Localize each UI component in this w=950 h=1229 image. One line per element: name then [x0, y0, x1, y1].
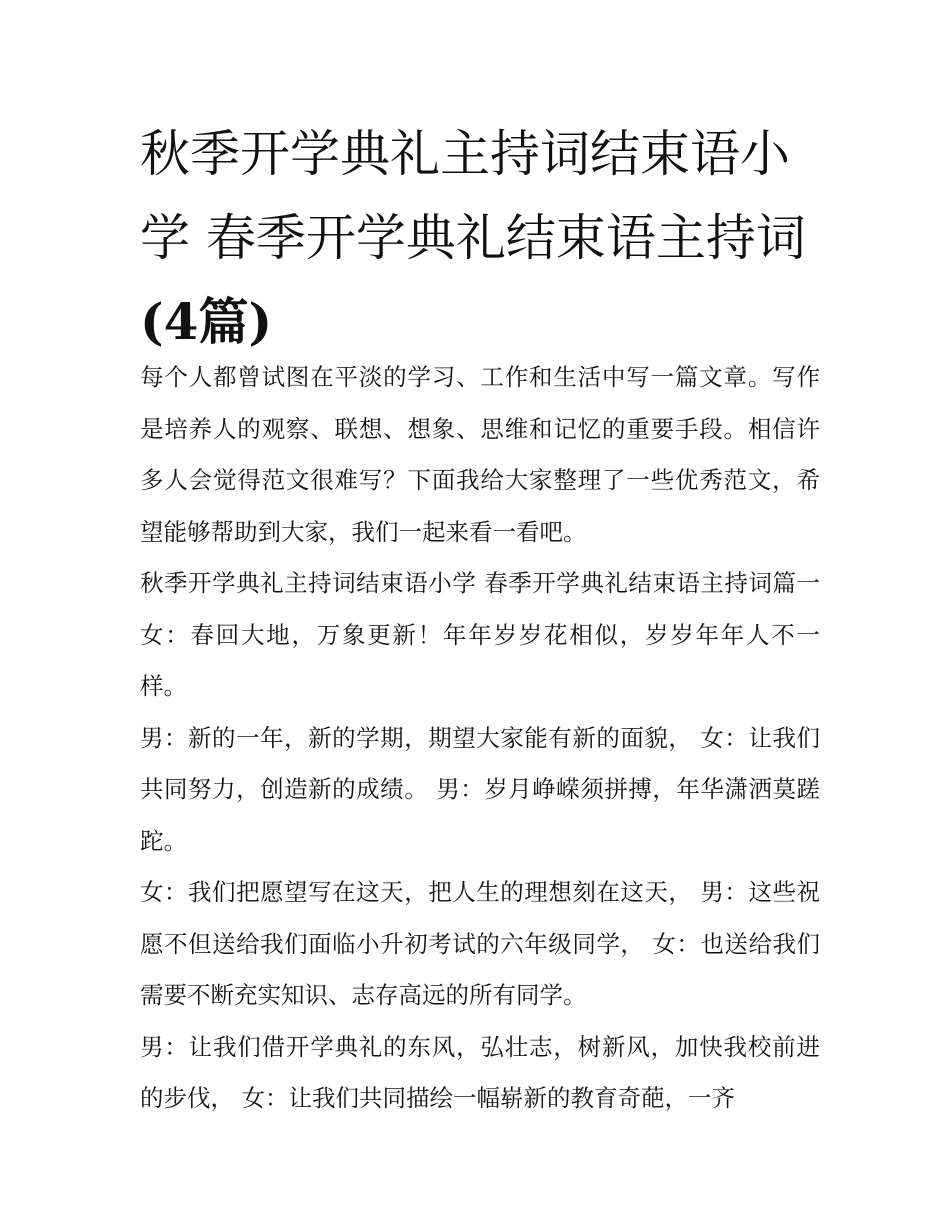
title-text: 秋季开学典礼主持词结束语小学 春季开学典礼结束语主持词	[140, 125, 806, 267]
document-body	[140, 352, 820, 1125]
body-paragraph: 女：我们把愿望写在这天，把人生的理想刻在这天， 男：这些祝愿不但送给我们面临小升初考试的六年级同学， 女：也送给我们需要不断充实知识、志存高远的所有同学。	[140, 878, 820, 1009]
title-count: (4篇)	[140, 292, 273, 351]
body-paragraph: 男：新的一年，新的学期，期望大家能有新的面貌， 女：让我们共同努力，创造新的成绩。 男：岁月峥嵘须拼搏，年华潇洒莫蹉跎。	[140, 723, 820, 855]
document-title	[140, 112, 820, 364]
body-paragraph: 男：让我们借开学典礼的东风，弘壮志，树新风，加快我校前进的步伐， 女：让我们共同描绘一幅崭新的教育奇葩，一齐	[140, 1032, 820, 1112]
intro-paragraph: 每个人都曾试图在平淡的学习、工作和生活中写一篇文章。写作是培养人的观察、联想、想象、思维和记忆的重要手段。相信许多人会觉得范文很难写？下面我给大家整理了一些优秀范文，希望能够帮助到大家，我们一起来看一看吧。	[140, 363, 820, 546]
body-paragraph: 秋季开学典礼主持词结束语小学 春季开学典礼结束语主持词篇一 女：春回大地，万象更新！年年岁岁花相似，岁岁年年人不一样。	[140, 569, 820, 700]
